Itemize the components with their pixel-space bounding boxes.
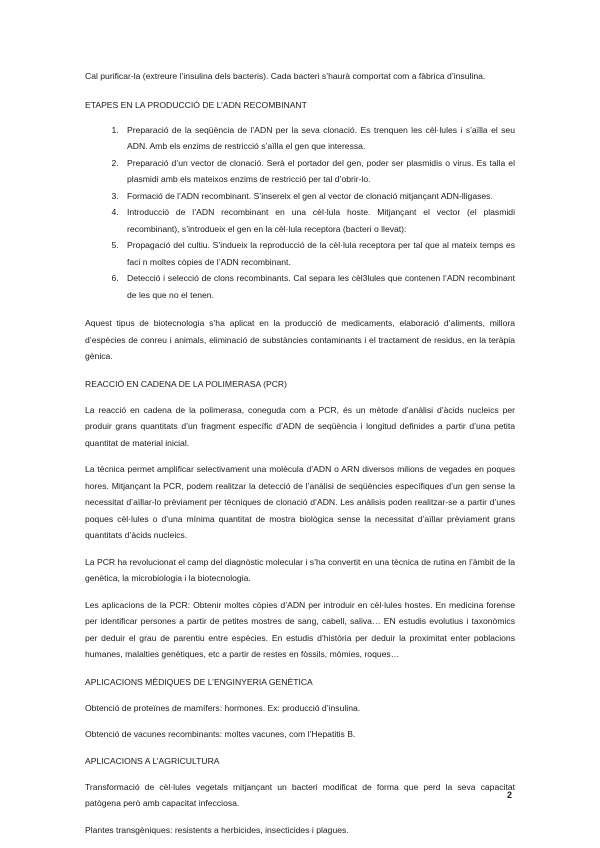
list-item: 6. Detecció i selecció de clons recombinants. Cal separa les cèl3lules que contenen l’ADN recombinant de les que no el tenen. xyxy=(121,270,515,303)
list-item: 1. Preparació de la seqüència de l’ADN per la seva clonació. Es trenquen les cèl·lules i s’aïlla el seu ADN. Amb els enzims de restricció s’aïlla el gen que interessa. xyxy=(121,122,515,155)
medical-paragraph: Obtenció de proteïnes de mamífers: hormones. Ex: producció d’insulina. xyxy=(85,702,361,713)
list-item: 3. Formació de l’ADN recombinant. S’insereix el gen al vector de clonació mitjançant ADN-lligases. xyxy=(121,188,515,205)
pcr-paragraph: Les aplicacions de la PCR: Obtenir moltes còpies d’ADN per introduir en cèl·lules hostes. En medicina forense per identificar persones a partir de petites mostres de sang, cabell, saliva… EN estudis evolutius i taxonòmics per deduir el grau de parentiu entre espècies. En estudis d’història per deduir la proximitat enter poblacions humanes, malalties genètiques, etc a partir de restes en fòssils, mòmies, roques… xyxy=(85,599,515,659)
etapes-list xyxy=(85,122,515,304)
pcr-paragraph: La PCR ha revolucionat el camp del diagnòstic molecular i s’ha convertit en una tècnica de rutina en l’àmbit de la genètica, la microbiologia i la biotecnologia. xyxy=(85,556,515,583)
document-page xyxy=(85,68,515,838)
heading-agriculture: APLICACIONS A L’AGRICULTURA xyxy=(85,755,220,766)
intro-paragraph: Cal purificar-la (extreure l’insulina dels bacteris). Cada bacteri s’haurà comportat com a fàbrica d’insulina. xyxy=(85,71,486,81)
page-number: 2 xyxy=(507,790,513,800)
heading-pcr: REACCIÓ EN CADENA DE LA POLIMERASA (PCR) xyxy=(85,378,288,389)
pcr-paragraph: La tècnica permet amplificar selectivament una molècula d’ADN o ARN diversos milions de vegades en poques hores. Mitjançant la PCR, podem realitzar la detecció de l’anàlisi de seqüències específiques d’un gen sense la necessitat d’aïllar-lo prèviament per tècniques de clonació d’ADN. Les anàlisis poden realitzar-se a partir d’unes poques cèl·lules o d’una mínima quantitat de mostra biològica sense la necessitat d’aïllar prèviament grans quantitats d’àcids nucleics. xyxy=(85,464,515,540)
heading-etapes: ETAPES EN LA PRODUCCIÓ DE L’ADN RECOMBINANT xyxy=(85,99,307,110)
pcr-paragraph: La reacció en cadena de la polimerasa, coneguda com a PCR, és un mètode d’anàlisi d’àcids nucleics per produir grans quantitats d’un fragment específic d’ADN de seqüència i longitud definides a partir d’una petita quantitat de material inicial. xyxy=(85,404,515,448)
agriculture-paragraph: Transformació de cèl·lules vegetals mitjançant un bacteri modificat de forma que perd la seva capacitat patògena però amb capacitat infecciosa. xyxy=(85,781,515,808)
list-item: 2. Preparació d’un vector de clonació. Serà el portador del gen, poder ser plasmidis o virus. Es talla el plasmidi amb els mateixos enzims de restricció per tal d’obrir-lo. xyxy=(121,155,515,188)
agriculture-paragraph: Plantes transgèniques: resistents a herbicides, insecticides i plagues. xyxy=(85,824,349,835)
heading-medical: APLICACIONS MÈDIQUES DE L’ENGINYERIA GENÈTICA xyxy=(85,676,313,687)
list-item: 4. Introducció de l’ADN recombinant en una cèl·lula hoste. Mitjançant el vector (el plasmidi recombinant), s’introdueix el gen en la cèl·lula receptora (bacteri o llevat): xyxy=(121,204,515,237)
etapes-closing-paragraph: Aquest tipus de biotecnologia s’ha aplicat en la producció de medicaments, elaboració d’aliments, millora d’espècies de conreu i animals, eliminació de substàncies contaminants i el tractament de residus, en la teràpia gènica. xyxy=(85,318,515,361)
medical-paragraph: Obtenció de vacunes recombinants: moltes vacunes, com l’Hepatitis B. xyxy=(85,729,356,739)
list-item: 5. Propagació del cultiu. S’indueix la reproducció de la cèl·lula receptora per tal que al mateix temps es faci n moltes còpies de l’ADN recombinant. xyxy=(121,237,515,270)
